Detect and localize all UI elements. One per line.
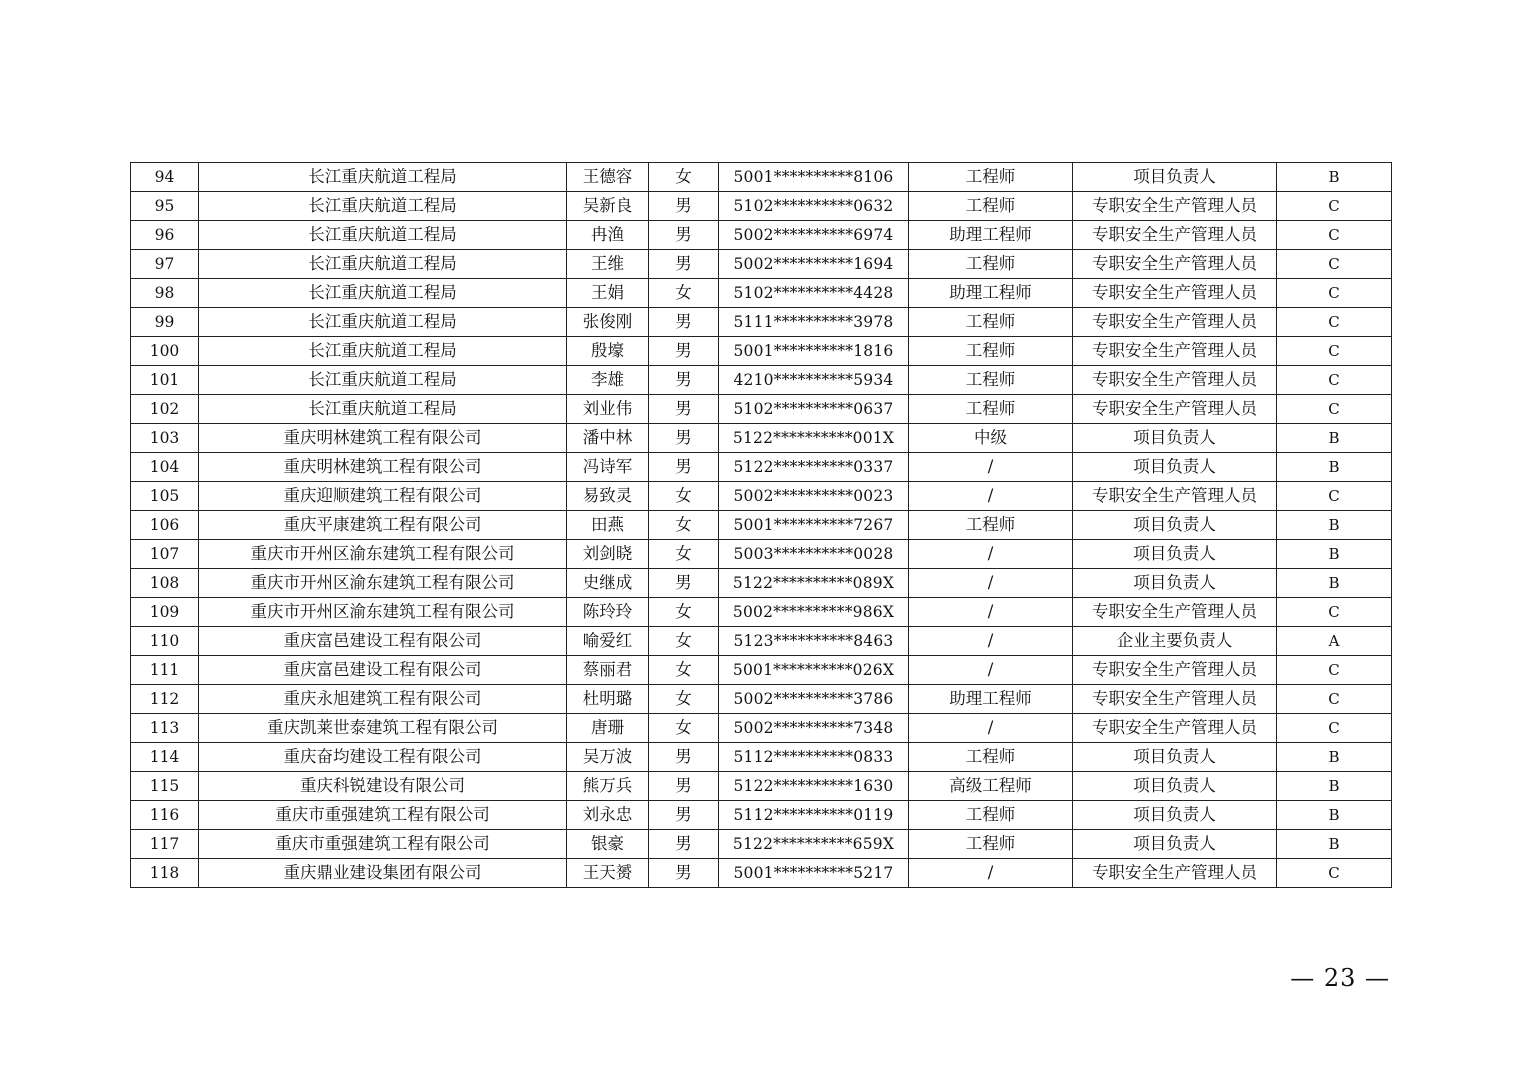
table-row <box>131 714 1392 743</box>
table-row <box>131 337 1392 366</box>
cell-professional-title: / <box>909 627 1073 656</box>
cell-id-number: 5001**********026X <box>719 656 909 685</box>
cell-id-number: 5003**********0028 <box>719 540 909 569</box>
cell-person-name: 张俊刚 <box>567 308 649 337</box>
cell-serial-number: 99 <box>131 308 199 337</box>
cell-company: 重庆富邑建设工程有限公司 <box>199 656 567 685</box>
cell-position: 专职安全生产管理人员 <box>1073 598 1277 627</box>
table-row <box>131 772 1392 801</box>
cell-serial-number: 106 <box>131 511 199 540</box>
cell-professional-title: / <box>909 859 1073 888</box>
cell-company: 重庆凯莱世泰建筑工程有限公司 <box>199 714 567 743</box>
cell-professional-title: 助理工程师 <box>909 221 1073 250</box>
cell-company: 长江重庆航道工程局 <box>199 221 567 250</box>
cell-serial-number: 112 <box>131 685 199 714</box>
page-number: — 23 — <box>1290 964 1390 992</box>
cell-gender: 男 <box>649 308 719 337</box>
cell-person-name: 陈玲玲 <box>567 598 649 627</box>
cell-person-name: 史继成 <box>567 569 649 598</box>
cell-company: 重庆科锐建设有限公司 <box>199 772 567 801</box>
cell-position: 项目负责人 <box>1073 569 1277 598</box>
cell-position: 项目负责人 <box>1073 424 1277 453</box>
cell-professional-title: 工程师 <box>909 395 1073 424</box>
cell-position: 专职安全生产管理人员 <box>1073 395 1277 424</box>
table-row <box>131 482 1392 511</box>
cell-gender: 女 <box>649 598 719 627</box>
cell-id-number: 5122**********659X <box>719 830 909 859</box>
cell-category: B <box>1277 801 1392 830</box>
table-row <box>131 192 1392 221</box>
cell-company: 重庆奋均建设工程有限公司 <box>199 743 567 772</box>
cell-category: C <box>1277 598 1392 627</box>
cell-company: 重庆市开州区渝东建筑工程有限公司 <box>199 540 567 569</box>
cell-position: 专职安全生产管理人员 <box>1073 482 1277 511</box>
cell-gender: 女 <box>649 511 719 540</box>
cell-position: 企业主要负责人 <box>1073 627 1277 656</box>
cell-serial-number: 97 <box>131 250 199 279</box>
cell-position: 项目负责人 <box>1073 540 1277 569</box>
cell-person-name: 冯诗军 <box>567 453 649 482</box>
table-row <box>131 424 1392 453</box>
cell-id-number: 5102**********4428 <box>719 279 909 308</box>
cell-serial-number: 116 <box>131 801 199 830</box>
cell-company: 重庆平康建筑工程有限公司 <box>199 511 567 540</box>
table-row <box>131 569 1392 598</box>
cell-professional-title: 工程师 <box>909 366 1073 395</box>
cell-category: C <box>1277 221 1392 250</box>
cell-professional-title: / <box>909 453 1073 482</box>
cell-position: 专职安全生产管理人员 <box>1073 337 1277 366</box>
table-row <box>131 540 1392 569</box>
cell-position: 专职安全生产管理人员 <box>1073 221 1277 250</box>
cell-person-name: 喻爱红 <box>567 627 649 656</box>
cell-serial-number: 117 <box>131 830 199 859</box>
cell-serial-number: 94 <box>131 163 199 192</box>
cell-person-name: 冉渔 <box>567 221 649 250</box>
cell-category: C <box>1277 685 1392 714</box>
cell-position: 专职安全生产管理人员 <box>1073 714 1277 743</box>
cell-person-name: 吴万波 <box>567 743 649 772</box>
cell-serial-number: 114 <box>131 743 199 772</box>
cell-category: C <box>1277 656 1392 685</box>
cell-person-name: 王天赟 <box>567 859 649 888</box>
cell-person-name: 殷壕 <box>567 337 649 366</box>
cell-id-number: 5102**********0632 <box>719 192 909 221</box>
cell-professional-title: / <box>909 598 1073 627</box>
table-row <box>131 685 1392 714</box>
cell-company: 重庆市重强建筑工程有限公司 <box>199 830 567 859</box>
table-row <box>131 743 1392 772</box>
cell-category: B <box>1277 511 1392 540</box>
cell-professional-title: / <box>909 656 1073 685</box>
cell-gender: 女 <box>649 714 719 743</box>
cell-company: 重庆富邑建设工程有限公司 <box>199 627 567 656</box>
table-row <box>131 801 1392 830</box>
cell-person-name: 唐珊 <box>567 714 649 743</box>
cell-position: 专职安全生产管理人员 <box>1073 192 1277 221</box>
cell-company: 长江重庆航道工程局 <box>199 250 567 279</box>
cell-position: 专职安全生产管理人员 <box>1073 308 1277 337</box>
cell-serial-number: 104 <box>131 453 199 482</box>
table-row <box>131 598 1392 627</box>
cell-serial-number: 111 <box>131 656 199 685</box>
cell-id-number: 5102**********0637 <box>719 395 909 424</box>
cell-position: 专职安全生产管理人员 <box>1073 685 1277 714</box>
cell-gender: 女 <box>649 163 719 192</box>
cell-professional-title: 工程师 <box>909 163 1073 192</box>
cell-position: 项目负责人 <box>1073 772 1277 801</box>
cell-position: 项目负责人 <box>1073 511 1277 540</box>
cell-company: 重庆永旭建筑工程有限公司 <box>199 685 567 714</box>
table-row <box>131 830 1392 859</box>
cell-category: C <box>1277 859 1392 888</box>
table-row <box>131 656 1392 685</box>
cell-gender: 女 <box>649 627 719 656</box>
cell-company: 长江重庆航道工程局 <box>199 192 567 221</box>
cell-professional-title: 助理工程师 <box>909 685 1073 714</box>
cell-position: 专职安全生产管理人员 <box>1073 250 1277 279</box>
cell-person-name: 杜明璐 <box>567 685 649 714</box>
cell-company: 长江重庆航道工程局 <box>199 395 567 424</box>
cell-company: 重庆市重强建筑工程有限公司 <box>199 801 567 830</box>
cell-category: B <box>1277 453 1392 482</box>
cell-gender: 女 <box>649 540 719 569</box>
cell-person-name: 田燕 <box>567 511 649 540</box>
cell-id-number: 5001**********7267 <box>719 511 909 540</box>
cell-serial-number: 95 <box>131 192 199 221</box>
table-row <box>131 627 1392 656</box>
cell-category: C <box>1277 279 1392 308</box>
cell-category: C <box>1277 714 1392 743</box>
cell-position: 项目负责人 <box>1073 743 1277 772</box>
cell-company: 长江重庆航道工程局 <box>199 308 567 337</box>
cell-category: C <box>1277 308 1392 337</box>
cell-person-name: 银豪 <box>567 830 649 859</box>
cell-professional-title: 工程师 <box>909 250 1073 279</box>
cell-person-name: 王娟 <box>567 279 649 308</box>
cell-gender: 女 <box>649 685 719 714</box>
cell-category: C <box>1277 395 1392 424</box>
cell-position: 专职安全生产管理人员 <box>1073 656 1277 685</box>
cell-category: B <box>1277 163 1392 192</box>
cell-id-number: 5122**********001X <box>719 424 909 453</box>
cell-company: 长江重庆航道工程局 <box>199 279 567 308</box>
cell-person-name: 刘业伟 <box>567 395 649 424</box>
cell-serial-number: 113 <box>131 714 199 743</box>
cell-gender: 男 <box>649 743 719 772</box>
cell-company: 长江重庆航道工程局 <box>199 366 567 395</box>
cell-company: 重庆明林建筑工程有限公司 <box>199 453 567 482</box>
table-row <box>131 250 1392 279</box>
cell-serial-number: 110 <box>131 627 199 656</box>
cell-gender: 男 <box>649 772 719 801</box>
cell-person-name: 蔡丽君 <box>567 656 649 685</box>
cell-company: 长江重庆航道工程局 <box>199 163 567 192</box>
cell-position: 项目负责人 <box>1073 801 1277 830</box>
cell-company: 重庆市开州区渝东建筑工程有限公司 <box>199 569 567 598</box>
table-row <box>131 279 1392 308</box>
cell-gender: 男 <box>649 395 719 424</box>
cell-serial-number: 118 <box>131 859 199 888</box>
cell-serial-number: 107 <box>131 540 199 569</box>
table-row <box>131 511 1392 540</box>
cell-serial-number: 105 <box>131 482 199 511</box>
cell-person-name: 王德容 <box>567 163 649 192</box>
cell-gender: 男 <box>649 424 719 453</box>
cell-serial-number: 108 <box>131 569 199 598</box>
cell-gender: 男 <box>649 192 719 221</box>
cell-id-number: 5122**********089X <box>719 569 909 598</box>
table-row <box>131 395 1392 424</box>
cell-professional-title: 工程师 <box>909 801 1073 830</box>
table-row <box>131 221 1392 250</box>
cell-serial-number: 102 <box>131 395 199 424</box>
personnel-table <box>130 162 1392 888</box>
cell-id-number: 5002**********0023 <box>719 482 909 511</box>
cell-id-number: 5002**********7348 <box>719 714 909 743</box>
cell-id-number: 5123**********8463 <box>719 627 909 656</box>
table-row <box>131 859 1392 888</box>
cell-professional-title: 工程师 <box>909 743 1073 772</box>
cell-professional-title: 工程师 <box>909 192 1073 221</box>
cell-id-number: 5001**********5217 <box>719 859 909 888</box>
cell-category: B <box>1277 743 1392 772</box>
cell-company: 重庆明林建筑工程有限公司 <box>199 424 567 453</box>
cell-gender: 男 <box>649 250 719 279</box>
cell-gender: 女 <box>649 656 719 685</box>
cell-serial-number: 101 <box>131 366 199 395</box>
cell-position: 项目负责人 <box>1073 830 1277 859</box>
cell-position: 专职安全生产管理人员 <box>1073 279 1277 308</box>
table-row <box>131 308 1392 337</box>
cell-person-name: 刘剑晓 <box>567 540 649 569</box>
cell-person-name: 潘中林 <box>567 424 649 453</box>
cell-position: 项目负责人 <box>1073 453 1277 482</box>
cell-professional-title: / <box>909 714 1073 743</box>
cell-professional-title: / <box>909 540 1073 569</box>
cell-serial-number: 103 <box>131 424 199 453</box>
cell-id-number: 5002**********986X <box>719 598 909 627</box>
cell-professional-title: / <box>909 482 1073 511</box>
cell-professional-title: 工程师 <box>909 511 1073 540</box>
cell-category: B <box>1277 772 1392 801</box>
cell-category: B <box>1277 569 1392 598</box>
cell-gender: 男 <box>649 366 719 395</box>
cell-serial-number: 96 <box>131 221 199 250</box>
cell-id-number: 5112**********0833 <box>719 743 909 772</box>
cell-position: 专职安全生产管理人员 <box>1073 859 1277 888</box>
cell-category: B <box>1277 830 1392 859</box>
cell-person-name: 易致灵 <box>567 482 649 511</box>
cell-category: C <box>1277 192 1392 221</box>
cell-position: 项目负责人 <box>1073 163 1277 192</box>
cell-gender: 男 <box>649 221 719 250</box>
cell-gender: 男 <box>649 337 719 366</box>
cell-id-number: 5002**********6974 <box>719 221 909 250</box>
cell-category: A <box>1277 627 1392 656</box>
cell-position: 专职安全生产管理人员 <box>1073 366 1277 395</box>
cell-gender: 男 <box>649 801 719 830</box>
cell-company: 重庆鼎业建设集团有限公司 <box>199 859 567 888</box>
cell-person-name: 熊万兵 <box>567 772 649 801</box>
cell-id-number: 4210**********5934 <box>719 366 909 395</box>
cell-serial-number: 109 <box>131 598 199 627</box>
cell-id-number: 5001**********1816 <box>719 337 909 366</box>
cell-id-number: 5002**********3786 <box>719 685 909 714</box>
cell-category: C <box>1277 482 1392 511</box>
cell-category: C <box>1277 366 1392 395</box>
cell-professional-title: 助理工程师 <box>909 279 1073 308</box>
cell-company: 重庆迎顺建筑工程有限公司 <box>199 482 567 511</box>
cell-serial-number: 100 <box>131 337 199 366</box>
cell-gender: 男 <box>649 830 719 859</box>
cell-category: C <box>1277 250 1392 279</box>
cell-company: 重庆市开州区渝东建筑工程有限公司 <box>199 598 567 627</box>
table-row <box>131 453 1392 482</box>
cell-person-name: 李雄 <box>567 366 649 395</box>
cell-professional-title: 工程师 <box>909 830 1073 859</box>
cell-category: B <box>1277 424 1392 453</box>
cell-person-name: 刘永忠 <box>567 801 649 830</box>
cell-person-name: 王维 <box>567 250 649 279</box>
cell-id-number: 5111**********3978 <box>719 308 909 337</box>
cell-id-number: 5122**********0337 <box>719 453 909 482</box>
cell-gender: 男 <box>649 859 719 888</box>
cell-gender: 女 <box>649 482 719 511</box>
table-row <box>131 163 1392 192</box>
cell-id-number: 5002**********1694 <box>719 250 909 279</box>
table-body <box>131 163 1392 888</box>
cell-id-number: 5001**********8106 <box>719 163 909 192</box>
cell-gender: 男 <box>649 453 719 482</box>
cell-serial-number: 115 <box>131 772 199 801</box>
cell-professional-title: 工程师 <box>909 308 1073 337</box>
cell-professional-title: / <box>909 569 1073 598</box>
cell-gender: 男 <box>649 569 719 598</box>
cell-serial-number: 98 <box>131 279 199 308</box>
table-row <box>131 366 1392 395</box>
cell-professional-title: 高级工程师 <box>909 772 1073 801</box>
cell-id-number: 5122**********1630 <box>719 772 909 801</box>
cell-professional-title: 工程师 <box>909 337 1073 366</box>
cell-company: 长江重庆航道工程局 <box>199 337 567 366</box>
cell-category: B <box>1277 540 1392 569</box>
cell-gender: 女 <box>649 279 719 308</box>
cell-person-name: 吴新良 <box>567 192 649 221</box>
cell-category: C <box>1277 337 1392 366</box>
cell-id-number: 5112**********0119 <box>719 801 909 830</box>
cell-professional-title: 中级 <box>909 424 1073 453</box>
